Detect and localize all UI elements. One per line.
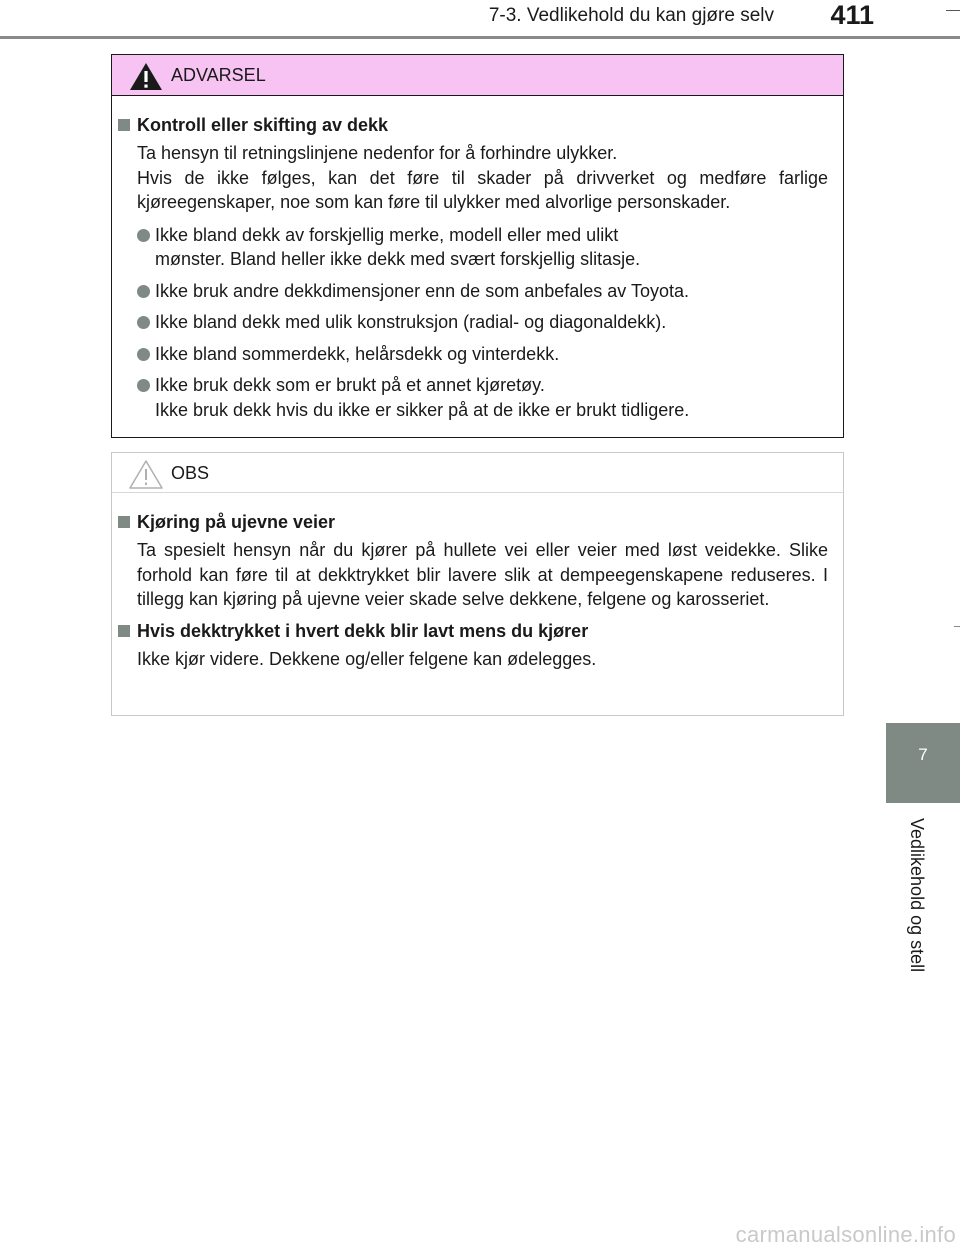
notice-header [112, 453, 843, 493]
caution-triangle-icon [128, 458, 164, 490]
bullet-line: Ikke bruk dekk hvis du ikke er sikker på at de ikke er brukt tidligere. [155, 399, 690, 420]
notice-heading-text: Kjøring på ujevne veier [137, 512, 336, 532]
crop-mark [946, 10, 960, 11]
bullet-line: Ikke bland dekk av forskjellig merke, modell eller med ulikt [155, 224, 619, 245]
warning-label: ADVARSEL [171, 65, 266, 85]
watermark: carmanualsonline.info [735, 1222, 956, 1247]
square-bullet-icon [118, 516, 130, 528]
section-title: 7-3. Vedlikehold du kan gjøre selv [488, 5, 774, 26]
notice-heading-text: Hvis dekktrykket i hvert dekk blir lavt mens du kjører [137, 620, 589, 641]
page-number: 411 [830, 0, 874, 30]
warning-header [112, 55, 843, 96]
notice-heading-1 [118, 509, 828, 535]
chapter-tab [886, 723, 960, 803]
warning-intro-2: Hvis de ikke følges, kan det føre til skader på drivverket og medføre farlige kjøreegenskaper, noe som kan føre til ulykker med alvorlige personskader. [137, 167, 828, 212]
bullet-line: Ikke bruk andre dekkdimensjoner enn de som anbefales av Toyota. [155, 280, 689, 301]
notice-box [111, 452, 844, 716]
warning-heading-text: Kontroll eller skifting av dekk [137, 115, 389, 135]
square-bullet-icon [118, 625, 130, 637]
bullet-dot-icon [137, 379, 150, 392]
notice-heading-2 [118, 618, 828, 644]
list-item [137, 279, 828, 304]
warning-heading [118, 112, 828, 138]
bullet-line: Ikke bland dekk med ulik konstruksjon (radial- og diagonaldekk). [155, 312, 667, 332]
notice-body [112, 493, 843, 671]
chapter-label: Vedlikehold og stell [907, 818, 927, 973]
bullet-line: Ikke bland sommerdekk, helårsdekk og vinterdekk. [155, 343, 560, 364]
chapter-number: 7 [918, 745, 928, 764]
header-rule [0, 36, 960, 39]
list-item [137, 223, 828, 272]
notice-text-2: Ikke kjør videre. Dekkene og/eller felgene kan ødelegges. [137, 648, 597, 669]
crop-mark-side [954, 626, 960, 627]
list-item [137, 342, 828, 367]
bullet-dot-icon [137, 348, 150, 361]
list-item [137, 310, 828, 335]
warning-bullet-list [137, 223, 828, 423]
square-bullet-icon [118, 119, 130, 131]
bullet-line: mønster. Bland heller ikke dekk med svært forskjellig slitasje. [155, 249, 641, 269]
list-item [137, 373, 828, 422]
warning-triangle-icon [128, 60, 164, 92]
warning-intro-1: Ta hensyn til retningslinjene nedenfor for å forhindre ulykker. [137, 143, 618, 163]
bullet-dot-icon [137, 285, 150, 298]
notice-label: OBS [171, 463, 210, 483]
bullet-dot-icon [137, 316, 150, 329]
page-header [0, 0, 960, 40]
notice-text-1: Ta spesielt hensyn når du kjører på hullete vei eller veier med løst veidekke. Slike forhold kan føre til at dekktrykket blir lavere slik at dempeegenskapene reduseres. I tillegg kan kjøring på ujevne veier skade selve dekkene, felgene og karosseriet. [137, 540, 828, 609]
bullet-line: Ikke bruk dekk som er brukt på et annet kjøretøy. [155, 375, 545, 395]
warning-box [111, 54, 844, 438]
warning-body [112, 96, 843, 422]
bullet-dot-icon [137, 229, 150, 242]
